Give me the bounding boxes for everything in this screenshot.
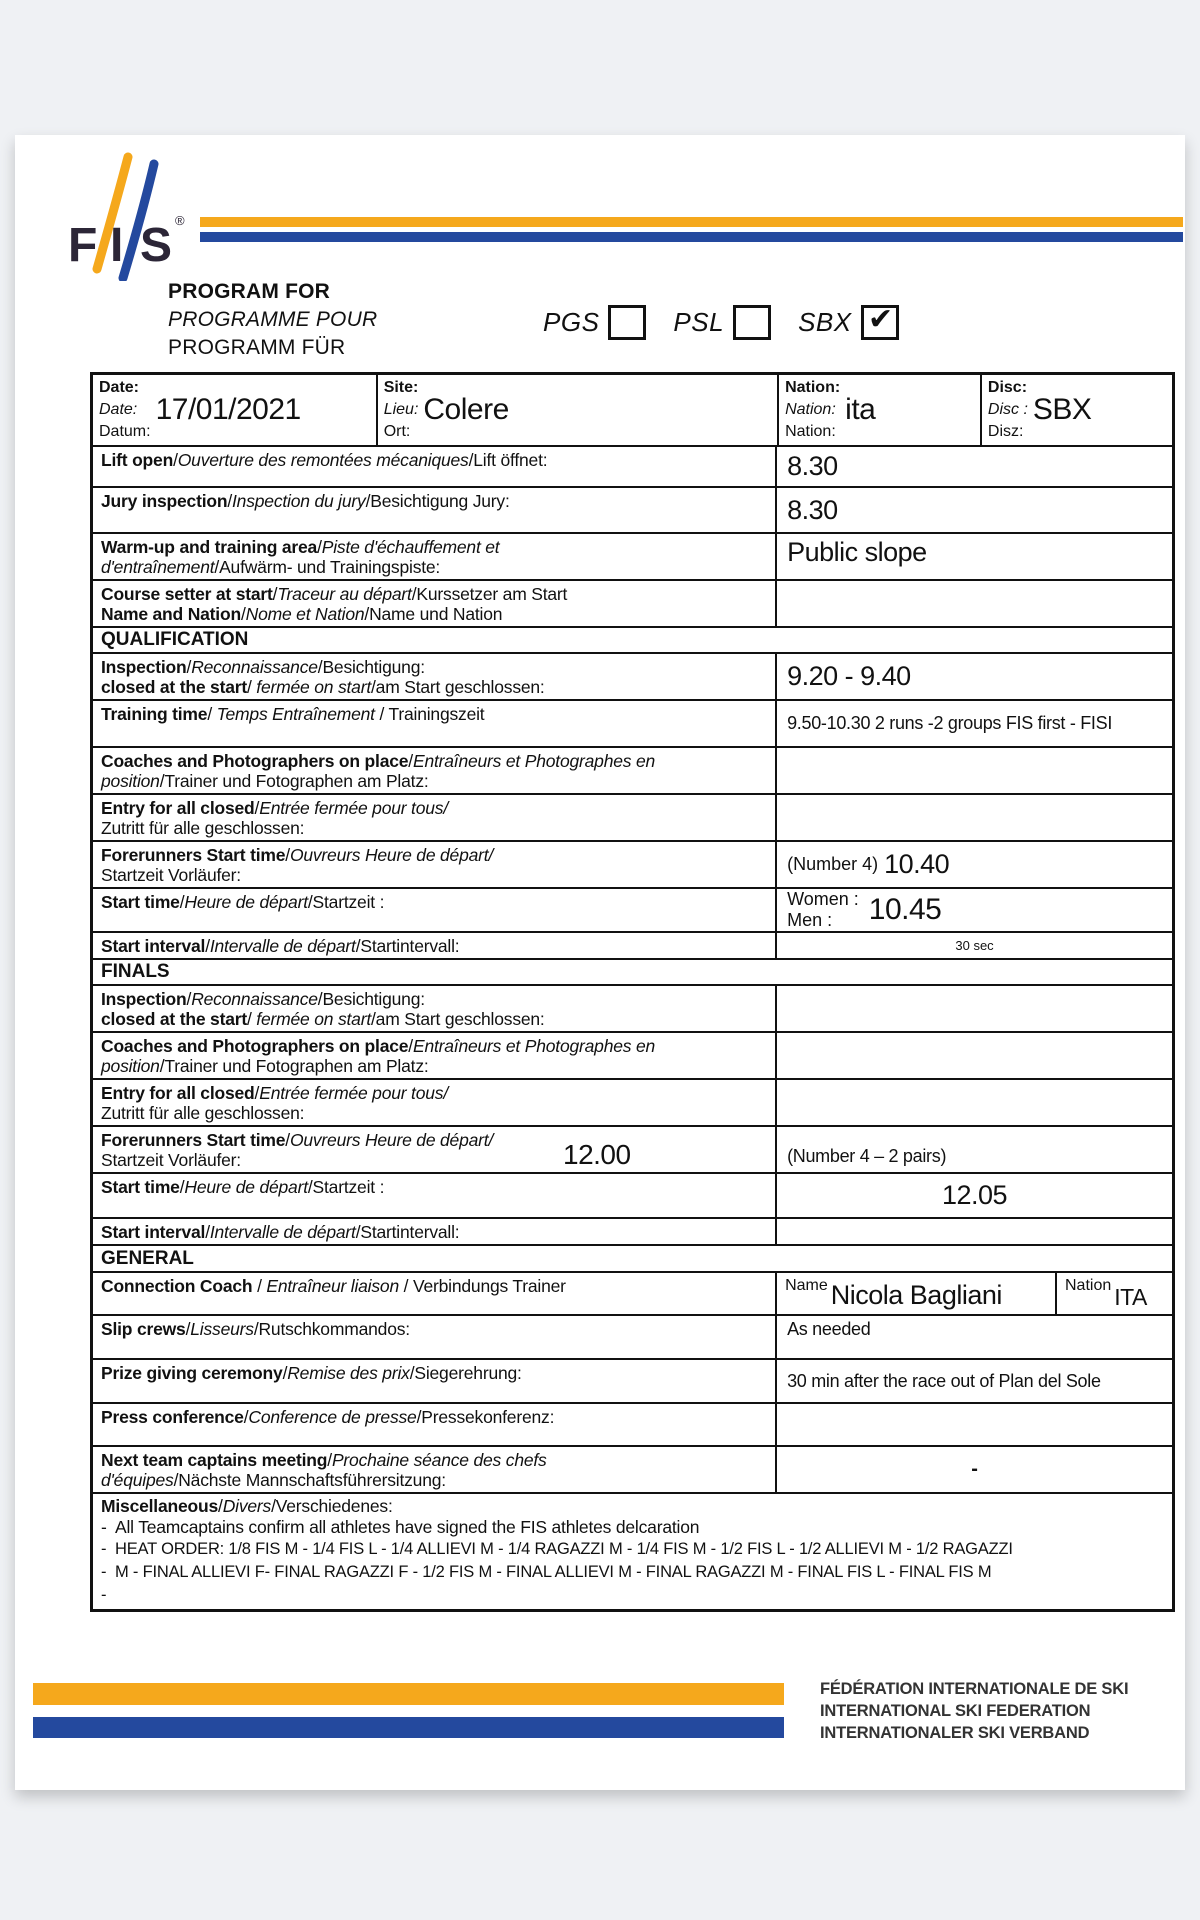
info-cell-disc [980,375,1172,445]
registered-mark: ® [175,213,185,228]
row-prize-giving [93,1358,1172,1402]
row-start-interval-finals-label: Start interval/Intervalle de départ/Startintervall: [93,1219,777,1244]
row-inspection-qual [93,652,1172,699]
row-lift-open-label: Lift open/Ouverture des remontées mécaniques/Lift öffnet: [93,447,777,486]
sbx-label: SBX [798,307,852,337]
row-inspection-qual-label: Inspection/Reconnaissance/Besichtigung: closed at the start/ fermée on start/am Start geschlossen: [93,654,777,699]
row-coaches-qual [93,746,1172,793]
row-connection-coach-label: Connection Coach / Entraîneur liaison / Verbindungs Trainer [93,1273,777,1314]
row-inspection-finals-label: Inspection/Reconnaissance/Besichtigung: closed at the start/ fermée on start/am Start geschlossen: [93,986,777,1031]
program-title-block [168,278,377,362]
row-jury-inspection [93,486,1172,532]
section-title-finals-section: FINALS [101,961,170,982]
section-title-general-section: GENERAL [101,1247,194,1269]
row-start-interval-qual-value: 30 sec [955,938,994,953]
info-cell-site [376,375,777,445]
section-title-qualification-section: QUALIFICATION [101,629,249,650]
row-start-time-finals-label: Start time/Heure de départ/Startzeit : [93,1174,777,1217]
row-start-time-finals-value: 12.05 [942,1180,1008,1210]
row-entry-closed-finals-value [777,1080,1172,1125]
row-entry-closed-qual-value [777,795,1172,840]
logo-letter-f: F [68,219,98,272]
row-forerunners-finals-extra: 12.00 [563,1139,631,1170]
row-forerunners-finals-value: (Number 4 – 2 pairs) [787,1146,947,1166]
row-general-section [93,1244,1172,1271]
psl-option [673,305,771,340]
row-coaches-finals-value [777,1033,1172,1078]
header-blue-stripe [200,232,1183,242]
pgs-option [543,305,646,340]
row-warm-up-area-value: Public slope [787,537,927,567]
misc-line-0: - All Teamcaptains confirm all athletes have signed the FIS athletes delcaration [101,1517,700,1537]
logo-letter-i: I [110,219,124,272]
row-coaches-qual-value [777,748,1172,793]
psl-checkbox [733,305,771,340]
row-forerunners-qual-label: Forerunners Start time/Ouvreurs Heure de départ/ Startzeit Vorläufer: [93,842,777,887]
row-entry-closed-finals [93,1078,1172,1125]
row-next-captains-meeting-value: - [971,1458,978,1480]
row-press-conference-value [777,1404,1172,1445]
discipline-checkboxes [543,302,926,340]
footer-blue-bar [33,1717,784,1738]
row-slip-crews-label: Slip crews/Lisseurs/Rutschkommandos: [93,1316,777,1358]
info-cell-nation [777,375,980,445]
coach-name: Nicola Bagliani [830,1280,1002,1310]
row-forerunners-qual-value: (Number 4) 10.40 [787,849,950,879]
row-start-time-finals [93,1172,1172,1217]
sbx-option [798,302,899,340]
org-name-de: INTERNATIONALER SKI VERBAND [820,1724,1090,1742]
coach-name-cell: Name Nicola Bagliani [785,1277,1002,1310]
row-prize-giving-value: 30 min after the race out of Plan del Sole [787,1370,1101,1391]
row-inspection-finals-value [777,986,1172,1031]
row-course-setter-label: Course setter at start/Traceur au départ/Kurssetzer am Start Name and Nation/Nome et Nation/Name und Nation [93,581,777,626]
info-value-disc: SBX [1032,393,1092,426]
info-labels-nation: Nation: Nation: Nation: [785,379,841,440]
row-forerunners-finals [93,1125,1172,1172]
sbx-checkbox [861,302,899,340]
row-entry-closed-qual-label: Entry for all closed/Entrée fermée pour tous/ Zutritt für alle geschlossen: [93,795,777,840]
row-coaches-finals [93,1031,1172,1078]
row-slip-crews [93,1314,1172,1358]
header-yellow-stripe [200,217,1183,227]
row-coaches-qual-label: Coaches and Photographers on place/Entraîneurs et Photographes en position/Trainer und Fotographen am Platz: [93,748,777,793]
row-training-time [93,699,1172,746]
row-entry-closed-qual [93,793,1172,840]
footer-yellow-bar [33,1683,784,1705]
program-for-fr: PROGRAMME POUR [168,308,378,331]
org-name-en: INTERNATIONAL SKI FEDERATION [820,1702,1091,1720]
misc-line-3: - [101,1586,107,1604]
row-jury-inspection-label: Jury inspection/Inspection du jury/Besichtigung Jury: [93,488,777,532]
row-miscellaneous-content: Miscellaneous/Divers/Verschiedenes: - All Teamcaptains confirm all athletes have signed the FIS athletes delcaration - HEAT ORDER: 1/8 FIS M - 1/4 FIS L - 1/4 ALLIEVI M - 1/4 RAGAZZI M - 1/4 FIS M - 1/2 FIS L - 1/2 ALLIEVI M - 1/2 RAGAZZI - M - FINAL ALLIEVI F- FINAL RAGAZZI F - 1/2 FIS M - FINAL ALLIEVI M - FINAL RAGAZZI M - FINAL FIS L - FINAL FIS M - [93,1494,1172,1609]
row-course-setter [93,579,1172,626]
info-row [93,375,1172,445]
row-inspection-finals [93,984,1172,1031]
row-start-interval-finals [93,1217,1172,1244]
info-value-site: Colere [423,393,509,426]
row-start-interval-finals-value [777,1219,1172,1244]
row-next-captains-meeting [93,1445,1172,1492]
row-start-time-qual [93,887,1172,931]
row-lift-open-value: 8.30 [787,451,838,481]
row-coaches-finals-label: Coaches and Photographers on place/Entraîneurs et Photographes en position/Trainer und Fotographen am Platz: [93,1033,777,1078]
row-press-conference-label: Press conference/Conference de presse/Pressekonferenz: [93,1404,777,1445]
row-jury-inspection-value: 8.30 [787,494,838,525]
row-start-time-qual-value: Women : Men : 10.45 [787,889,942,930]
row-start-time-qual-label: Start time/Heure de départ/Startzeit : [93,889,777,931]
info-labels-site: Site: Lieu: Ort: [383,379,419,440]
row-qualification-section [93,626,1172,652]
check-icon: ✔ [868,302,894,336]
pgs-label: PGS [543,307,600,337]
row-forerunners-qual [93,840,1172,887]
row-training-time-label: Training time/ Temps Entraînement / Trainingszeit [93,701,777,746]
row-forerunners-finals-label: Forerunners Start time/Ouvreurs Heure de départ/ Startzeit Vorläufer: 12.00 [93,1127,777,1172]
psl-label: PSL [673,307,725,337]
row-next-captains-meeting-label: Next team captains meeting/Prochaine séance des chefs d'équipes/Nächste Mannschaftsführersitzung: [93,1447,777,1492]
row-entry-closed-finals-label: Entry for all closed/Entrée fermée pour tous/ Zutritt für alle geschlossen: [93,1080,777,1125]
misc-line-2: - M - FINAL ALLIEVI F- FINAL RAGAZZI F - 1/2 FIS M - FINAL ALLIEVI M - FINAL RAGAZZI M - FINAL FIS L - FINAL FIS M [101,1563,992,1581]
info-labels-date: Date: Date: Datum: [99,379,151,440]
row-prize-giving-label: Prize giving ceremony/Remise des prix/Siegerehrung: [93,1360,777,1402]
row-lift-open [93,445,1172,486]
info-labels-disc: Disc: Disc : Disz: [987,379,1028,440]
row-training-time-value: 9.50-10.30 2 runs -2 groups FIS first - FISI [787,713,1113,733]
row-connection-coach [93,1271,1172,1314]
row-start-interval-qual [93,931,1172,958]
row-connection-coach-value [777,1273,1172,1314]
org-name-fr: FÉDÉRATION INTERNATIONALE DE SKI [820,1680,1129,1698]
program-table [90,372,1175,1612]
row-miscellaneous [93,1492,1172,1609]
misc-line-1: - HEAT ORDER: 1/8 FIS M - 1/4 FIS L - 1/4 ALLIEVI M - 1/4 RAGAZZI M - 1/4 FIS M - 1/2 FIS L - 1/2 ALLIEVI M - 1/2 RAGAZZI [101,1540,1013,1558]
fis-logo [65,149,197,281]
program-for-en: PROGRAM FOR [168,280,331,303]
info-cell-date [93,375,376,445]
row-warm-up-area [93,532,1172,579]
row-inspection-qual-value: 9.20 - 9.40 [787,661,911,691]
program-for-de: PROGRAMM FÜR [168,336,346,359]
row-press-conference [93,1402,1172,1445]
row-finals-section [93,958,1172,984]
coach-nation: ITA [1114,1284,1147,1310]
logo-letter-s: S [140,219,173,272]
row-warm-up-area-label: Warm-up and training area/Piste d'échauffement et d'entraînement/Aufwärm- und Trainingspiste: [93,534,777,579]
footer-organization [820,1678,1128,1744]
row-course-setter-value [777,581,1172,626]
pgs-checkbox [608,305,646,340]
info-value-nation: ita [845,393,876,426]
row-start-interval-qual-label: Start interval/Intervalle de départ/Startintervall: [93,933,777,958]
coach-nation-cell: Nation ITA [1055,1273,1172,1314]
document-page [15,135,1185,1790]
info-value-date: 17/01/2021 [155,393,301,426]
row-slip-crews-value: As needed [787,1319,871,1339]
